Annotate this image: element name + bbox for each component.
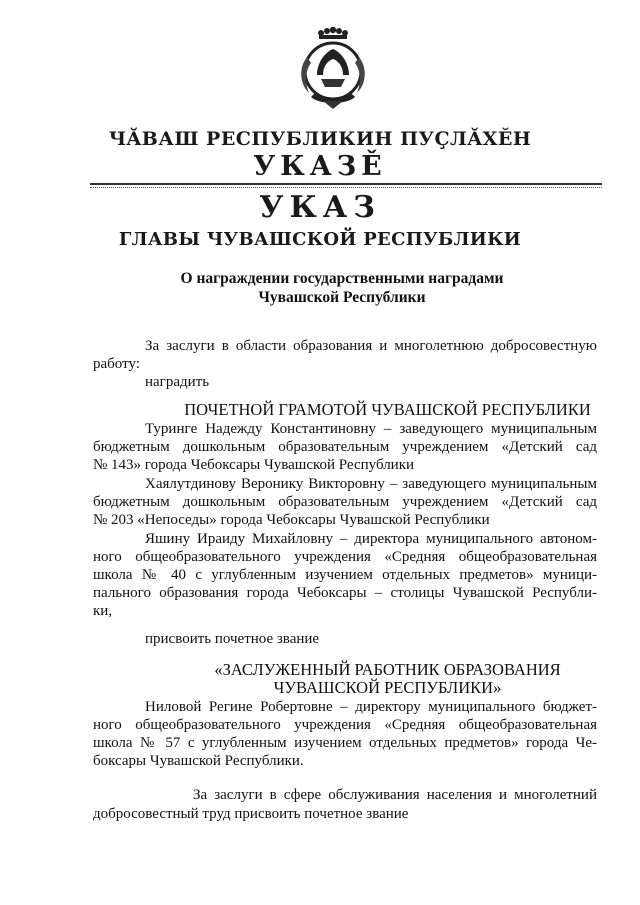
- intro-line-1: За заслуги в области образования и многолетнюю добросовестную: [145, 338, 597, 354]
- award2-entry-line4: боксары Чувашской Республики.: [93, 753, 304, 769]
- award1-entry3-line3: школа № 40 с углубленным изучением отдельных предметов» муници-: [93, 567, 597, 583]
- russian-ukaz-title: УКАЗ: [259, 190, 381, 225]
- award1-entry3-line5: ки,: [93, 603, 113, 619]
- award1-entry2-line3: № 203 «Непоседы» города Чебоксары Чувашской Республики: [93, 512, 490, 528]
- chuvash-header-title: ЧĂВАШ РЕСПУБЛИКИН ПУÇЛĂХĔН: [108, 128, 532, 150]
- closing-line-1: За заслуги в сфере обслуживания населения и многолетний: [193, 787, 597, 803]
- award1-entry1-line2: бюджетным дошкольным образовательным учреждением «Детский сад: [93, 439, 597, 455]
- subject-line-1: О награждении государственными наградами: [180, 270, 504, 287]
- award1-entry1-line1: Турингe Надежду Константиновну – заведующего муниципальным: [145, 421, 597, 437]
- award2-entry-line3: школа № 57 с углубленным изучением отдельных предметов» города Че-: [93, 735, 597, 751]
- award2-entry-line2: ного общеобразовательного учреждения «Средняя общеобразовательная: [93, 717, 597, 733]
- award2-heading-line2: ЧУВАШСКОЙ РЕСПУБЛИКИ»: [273, 678, 502, 697]
- russian-glava-subtitle: ГЛАВЫ ЧУВАШСКОЙ РЕСПУБЛИКИ: [118, 229, 522, 250]
- header-divider: [90, 183, 602, 185]
- award1-entry3-line2: ного общеобразовательного учреждения «Средняя общеобразовательная: [93, 549, 597, 565]
- award1-entry2-line1: Хаялутдинову Веронику Викторовну – заведующего муниципальным: [145, 476, 597, 492]
- prisvoit-text: присвоить почетное звание: [145, 631, 320, 647]
- nagradit-text: наградить: [145, 374, 210, 390]
- coat-of-arms-emblem: [293, 27, 373, 111]
- award1-entry3-line4: пального образования города Чебоксары – столицы Чувашской Республи-: [93, 585, 597, 601]
- chuvash-ukaze-title: УКАЗĚ: [253, 151, 387, 182]
- award1-entry1-line3: № 143» города Чебоксары Чувашской Республики: [93, 457, 415, 473]
- subject-line-2: Чувашской Республики: [258, 289, 426, 306]
- intro-line-2: работу:: [93, 356, 140, 372]
- header-divider-dotted: [90, 187, 602, 188]
- award2-entry-line1: Ниловой Регине Робертовне – директору муниципального бюджет-: [145, 699, 597, 715]
- award1-entry2-line2: бюджетным дошкольным образовательным учреждением «Детский сад: [93, 494, 597, 510]
- award1-heading: ПОЧЕТНОЙ ГРАМОТОЙ ЧУВАШСКОЙ РЕСПУБЛИКИ: [184, 400, 591, 419]
- closing-line-2: добросовестный труд присвоить почетное звание: [93, 806, 409, 822]
- award1-entry3-line1: Яшину Ираиду Михайловну – директора муниципального автоном-: [145, 531, 597, 547]
- award2-heading-line1: «ЗАСЛУЖЕННЫЙ РАБОТНИК ОБРАЗОВАНИЯ: [214, 660, 561, 679]
